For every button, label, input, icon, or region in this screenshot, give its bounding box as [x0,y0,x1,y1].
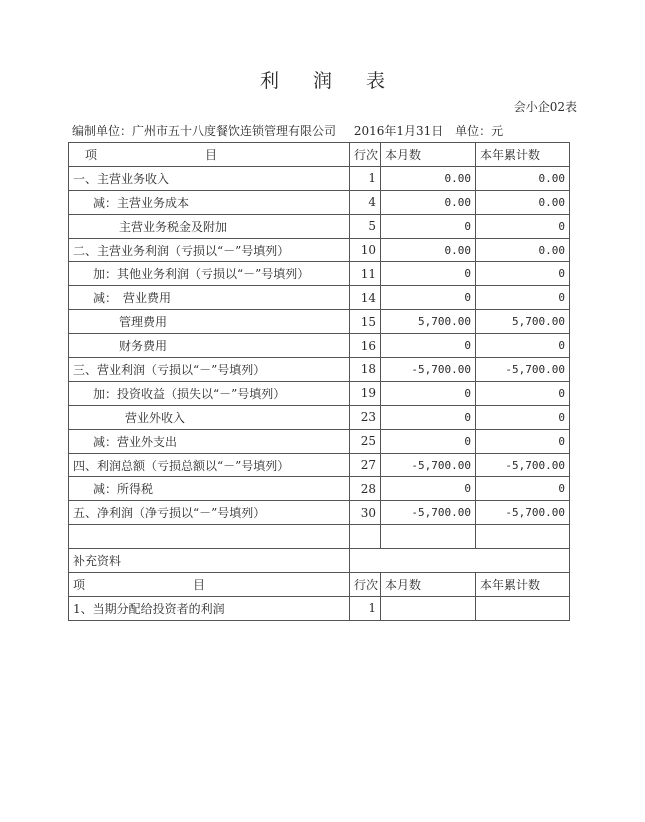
form-code: 会小企02表 [513,100,577,114]
supplement-header-item: 项 目 [69,573,350,597]
row-item: 管理费用 [69,310,350,334]
row-month: 0 [381,334,476,358]
row-ytd: 0 [476,381,570,405]
blank-row [69,525,570,549]
supplement-header-line-no: 行次 [350,573,381,597]
row-month: 0.00 [381,190,476,214]
row-line: 10 [350,238,381,262]
row-item: 减：主营业务成本 [69,190,350,214]
row-line: 19 [350,381,381,405]
statement-date: 2016年1月31日 [353,124,444,138]
compiler-label: 编制单位： [72,124,133,138]
row-ytd: 0 [476,477,570,501]
blank-cell [476,549,570,573]
row-month: 0.00 [381,238,476,262]
table-row [69,286,570,310]
row-item: 减：营业外支出 [69,429,350,453]
row-item: 加：投资收益（损失以“－”号填列） [69,381,350,405]
table-row [69,214,570,238]
table-row [69,358,570,382]
header-ytd: 本年累计数 [476,143,570,167]
document-title: 利润表 [259,70,419,92]
row-line: 16 [350,334,381,358]
row-item: 减：所得税 [69,477,350,501]
row-item: 加：其他业务利润（亏损以“－”号填列） [69,262,350,286]
supplement-header-ytd: 本年累计数 [476,573,570,597]
row-line: 30 [350,501,381,525]
row-line: 5 [350,214,381,238]
row-item: 一、主营业务收入 [69,166,350,190]
row-month: 5,700.00 [381,310,476,334]
blank-cell [381,549,476,573]
blank-cell [350,549,381,573]
supplement-title-row [69,549,570,573]
supplement-header-row [69,573,570,597]
row-item: 三、营业利润（亏损以“－”号填列） [69,358,350,382]
row-ytd: 0 [476,405,570,429]
row-ytd: -5,700.00 [476,453,570,477]
row-line: 1 [350,596,381,620]
header-item: 项 目 [69,143,350,167]
table-row [69,477,570,501]
table-row [69,381,570,405]
header-this-month: 本月数 [381,143,476,167]
row-ytd: 0.00 [476,190,570,214]
compiler-name: 广州市五十八度餐饮连锁管理有限公司 [132,124,337,138]
row-ytd: -5,700.00 [476,358,570,382]
row-line: 14 [350,286,381,310]
row-ytd: 0 [476,334,570,358]
row-month: 0 [381,477,476,501]
table-row [69,501,570,525]
table-row [69,405,570,429]
table-row [69,429,570,453]
row-ytd: 0 [476,429,570,453]
row-item: 财务费用 [69,334,350,358]
table-header-row [69,143,570,167]
table-row [69,310,570,334]
row-line: 27 [350,453,381,477]
row-line: 1 [350,166,381,190]
row-ytd: 0 [476,262,570,286]
row-ytd [476,596,570,620]
table-row [69,453,570,477]
row-month: 0 [381,262,476,286]
row-line: 15 [350,310,381,334]
row-item: 四、利润总额（亏损总额以“－”号填列） [69,453,350,477]
row-ytd: 0 [476,286,570,310]
row-ytd: 0.00 [476,238,570,262]
supplement-row [69,596,570,620]
row-month: 0 [381,286,476,310]
row-month: 0 [381,405,476,429]
blank-cell [476,525,570,549]
table-row [69,166,570,190]
row-line: 4 [350,190,381,214]
row-line: 28 [350,477,381,501]
row-month: -5,700.00 [381,358,476,382]
row-month: 0 [381,381,476,405]
row-ytd: -5,700.00 [476,501,570,525]
blank-cell [350,525,381,549]
blank-cell [381,525,476,549]
row-month: 0.00 [381,166,476,190]
row-item: 二、主营业务利润（亏损以“－”号填列） [69,238,350,262]
table-row [69,238,570,262]
row-item: 主营业务税金及附加 [69,214,350,238]
row-line: 18 [350,358,381,382]
row-month: 0 [381,429,476,453]
blank-cell [69,525,350,549]
supplement-title: 补充资料 [69,549,350,573]
row-line: 25 [350,429,381,453]
row-line: 23 [350,405,381,429]
row-ytd: 0 [476,214,570,238]
row-month: 0 [381,214,476,238]
table-row [69,190,570,214]
document-header-line [72,122,511,139]
row-ytd: 0.00 [476,166,570,190]
row-ytd: 5,700.00 [476,310,570,334]
row-month: -5,700.00 [381,501,476,525]
income-statement-table [68,142,570,621]
row-item: 1、当期分配给投资者的利润 [69,596,350,620]
table-row [69,262,570,286]
row-month [381,596,476,620]
row-item: 五、净利润（净亏损以“－”号填列） [69,501,350,525]
header-line-no: 行次 [350,143,381,167]
row-line: 11 [350,262,381,286]
row-item: 营业外收入 [69,405,350,429]
supplement-header-this-month: 本月数 [381,573,476,597]
unit-label: 单位：元 [455,124,504,138]
row-item: 减： 营业费用 [69,286,350,310]
table-row [69,334,570,358]
row-month: -5,700.00 [381,453,476,477]
